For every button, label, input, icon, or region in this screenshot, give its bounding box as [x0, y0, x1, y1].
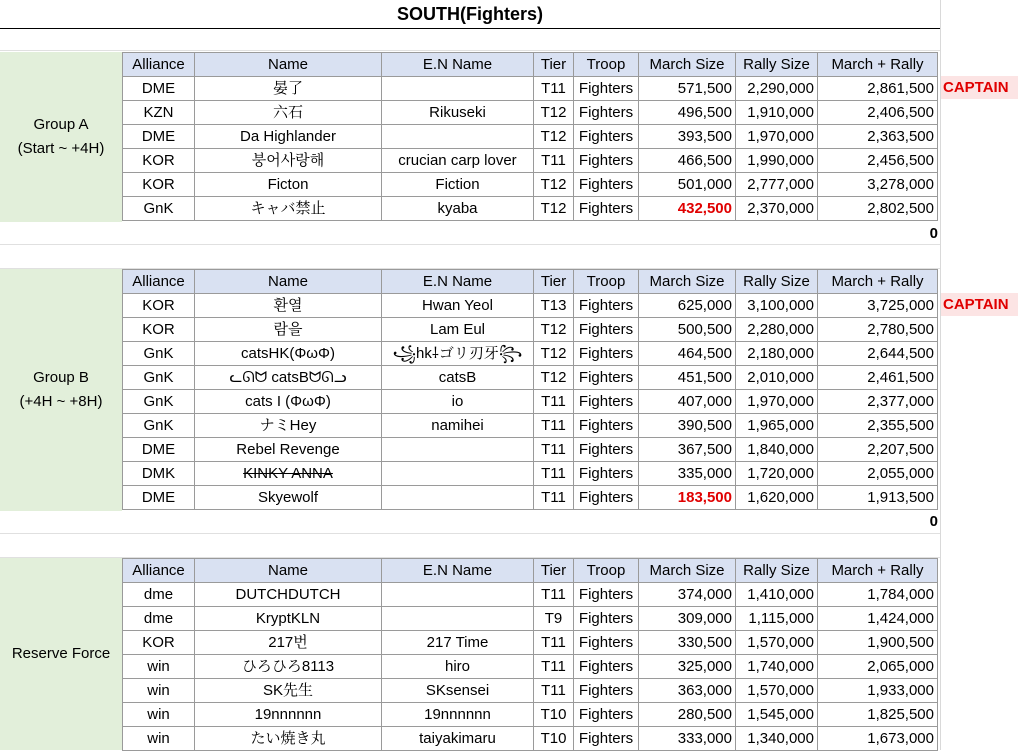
- cell-tier: T9: [534, 607, 574, 631]
- cell-rally-size: 3,100,000: [736, 294, 818, 318]
- column-header: March + Rally: [818, 53, 938, 77]
- table-row: [123, 486, 938, 510]
- group-a-total: 0: [929, 225, 938, 242]
- cell-tier: T11: [534, 149, 574, 173]
- cell-troop: Fighters: [574, 197, 639, 221]
- table-row: [123, 583, 938, 607]
- column-header: Troop: [574, 270, 639, 294]
- cell-rally-size: 2,010,000: [736, 366, 818, 390]
- cell-alliance: GnK: [123, 414, 195, 438]
- cell-en-name: [382, 607, 534, 631]
- cell-troop: Fighters: [574, 414, 639, 438]
- cell-name: catsHK(ΦωΦ): [195, 342, 382, 366]
- cell-en-name: SKsensei: [382, 679, 534, 703]
- cell-name: キャバ禁止: [195, 197, 382, 221]
- cell-rally-size: 1,990,000: [736, 149, 818, 173]
- column-header: Alliance: [123, 53, 195, 77]
- table-row: [123, 703, 938, 727]
- cell-rally-size: 1,620,000: [736, 486, 818, 510]
- cell-alliance: DME: [123, 486, 195, 510]
- cell-rally-size: 1,970,000: [736, 390, 818, 414]
- column-header: Troop: [574, 53, 639, 77]
- cell-march-rally: 2,355,500: [818, 414, 938, 438]
- cell-rally-size: 1,545,000: [736, 703, 818, 727]
- cell-march-size: 183,500: [639, 486, 736, 510]
- table-row: [123, 462, 938, 486]
- cell-rally-size: 2,180,000: [736, 342, 818, 366]
- divider: [0, 533, 940, 534]
- column-header: E.N Name: [382, 53, 534, 77]
- group-a-label: [0, 52, 122, 222]
- table-row: [123, 101, 938, 125]
- cell-march-size: 571,500: [639, 77, 736, 101]
- cell-march-rally: 2,065,000: [818, 655, 938, 679]
- cell-march-size: 496,500: [639, 101, 736, 125]
- cell-name: ᓚᘏᗢ catsBᗢᘏᓗ: [195, 366, 382, 390]
- column-header: Tier: [534, 559, 574, 583]
- group-b-table: [122, 269, 938, 510]
- table-row: [123, 631, 938, 655]
- table-row: [123, 390, 938, 414]
- cell-troop: Fighters: [574, 607, 639, 631]
- cell-name: Rebel Revenge: [195, 438, 382, 462]
- cell-name: Da Highlander: [195, 125, 382, 149]
- cell-rally-size: 2,290,000: [736, 77, 818, 101]
- cell-tier: T12: [534, 318, 574, 342]
- column-header: March + Rally: [818, 559, 938, 583]
- cell-troop: Fighters: [574, 390, 639, 414]
- cell-march-size: 451,500: [639, 366, 736, 390]
- group-a-time: (Start ~ +4H): [17, 140, 105, 157]
- cell-name: KryptKLN: [195, 607, 382, 631]
- cell-march-size: 325,000: [639, 655, 736, 679]
- cell-en-name: [382, 438, 534, 462]
- table-row: [123, 149, 938, 173]
- cell-rally-size: 1,740,000: [736, 655, 818, 679]
- cell-name: Skyewolf: [195, 486, 382, 510]
- cell-rally-size: 2,777,000: [736, 173, 818, 197]
- cell-march-rally: 2,461,500: [818, 366, 938, 390]
- cell-alliance: DME: [123, 77, 195, 101]
- cell-march-rally: 2,861,500: [818, 77, 938, 101]
- group-b-total: 0: [929, 513, 938, 530]
- cell-en-name: [382, 583, 534, 607]
- cell-march-size: 500,500: [639, 318, 736, 342]
- column-header: Name: [195, 270, 382, 294]
- table-row: [123, 77, 938, 101]
- cell-en-name: hiro: [382, 655, 534, 679]
- cell-en-name: taiyakimaru: [382, 727, 534, 751]
- header-row: [123, 270, 938, 294]
- cell-march-size: 407,000: [639, 390, 736, 414]
- cell-troop: Fighters: [574, 486, 639, 510]
- cell-march-size: 335,000: [639, 462, 736, 486]
- table-row: [123, 414, 938, 438]
- cell-alliance: win: [123, 727, 195, 751]
- column-header: March + Rally: [818, 270, 938, 294]
- sheet-title: SOUTH(Fighters): [0, 0, 940, 29]
- cell-troop: Fighters: [574, 294, 639, 318]
- cell-march-size: 390,500: [639, 414, 736, 438]
- cell-march-size: 625,000: [639, 294, 736, 318]
- cell-name: たい焼き丸: [195, 727, 382, 751]
- table-row: [123, 125, 938, 149]
- table-row: [123, 727, 938, 751]
- reserve-title: Reserve Force: [11, 645, 111, 662]
- cell-troop: Fighters: [574, 655, 639, 679]
- cell-march-rally: 2,456,500: [818, 149, 938, 173]
- cell-en-name: catsB: [382, 366, 534, 390]
- cell-alliance: dme: [123, 607, 195, 631]
- column-header: Rally Size: [736, 53, 818, 77]
- group-b-title: Group B: [33, 369, 89, 386]
- cell-alliance: GnK: [123, 366, 195, 390]
- cell-march-size: 501,000: [639, 173, 736, 197]
- cell-en-name: Lam Eul: [382, 318, 534, 342]
- cell-march-rally: 1,825,500: [818, 703, 938, 727]
- table-row: [123, 366, 938, 390]
- cell-rally-size: 1,570,000: [736, 679, 818, 703]
- cell-troop: Fighters: [574, 125, 639, 149]
- column-header: Name: [195, 53, 382, 77]
- cell-troop: Fighters: [574, 318, 639, 342]
- group-b-label: [0, 269, 122, 511]
- group-a-title: Group A: [33, 116, 89, 133]
- cell-alliance: GnK: [123, 390, 195, 414]
- cell-tier: T12: [534, 101, 574, 125]
- cell-tier: T11: [534, 486, 574, 510]
- cell-march-size: 367,500: [639, 438, 736, 462]
- cell-name: SK先生: [195, 679, 382, 703]
- cell-en-name: io: [382, 390, 534, 414]
- cell-troop: Fighters: [574, 462, 639, 486]
- cell-tier: T11: [534, 390, 574, 414]
- cell-alliance: GnK: [123, 197, 195, 221]
- cell-march-size: 309,000: [639, 607, 736, 631]
- cell-march-rally: 1,900,500: [818, 631, 938, 655]
- cell-alliance: win: [123, 655, 195, 679]
- cell-alliance: GnK: [123, 342, 195, 366]
- cell-name: DUTCHDUTCH: [195, 583, 382, 607]
- table-row: [123, 342, 938, 366]
- cell-alliance: KZN: [123, 101, 195, 125]
- table-row: [123, 197, 938, 221]
- cell-march-rally: 2,802,500: [818, 197, 938, 221]
- cell-troop: Fighters: [574, 366, 639, 390]
- cell-march-rally: 2,406,500: [818, 101, 938, 125]
- cell-troop: Fighters: [574, 342, 639, 366]
- cell-tier: T10: [534, 703, 574, 727]
- captain-badge: CAPTAIN: [941, 293, 1018, 316]
- cell-en-name: [382, 77, 534, 101]
- cell-name: ひろひろ8113: [195, 655, 382, 679]
- cell-tier: T12: [534, 173, 574, 197]
- cell-en-name: 217 Time: [382, 631, 534, 655]
- column-header: Rally Size: [736, 270, 818, 294]
- table-row: [123, 655, 938, 679]
- cell-march-rally: 2,363,500: [818, 125, 938, 149]
- cell-march-rally: 3,278,000: [818, 173, 938, 197]
- cell-rally-size: 1,965,000: [736, 414, 818, 438]
- cell-alliance: DMK: [123, 462, 195, 486]
- cell-name: Ficton: [195, 173, 382, 197]
- column-header: March Size: [639, 53, 736, 77]
- cell-name: ナミHey: [195, 414, 382, 438]
- cell-tier: T11: [534, 655, 574, 679]
- column-header: Alliance: [123, 270, 195, 294]
- cell-alliance: KOR: [123, 294, 195, 318]
- cell-march-rally: 3,725,000: [818, 294, 938, 318]
- cell-en-name: Hwan Yeol: [382, 294, 534, 318]
- cell-march-size: 432,500: [639, 197, 736, 221]
- column-header: March Size: [639, 270, 736, 294]
- cell-name: 람을: [195, 318, 382, 342]
- cell-march-rally: 2,644,500: [818, 342, 938, 366]
- cell-rally-size: 1,720,000: [736, 462, 818, 486]
- captain-badge: CAPTAIN: [941, 76, 1018, 99]
- cell-name: 붕어사랑해: [195, 149, 382, 173]
- reserve-table: [122, 558, 938, 751]
- cell-rally-size: 2,370,000: [736, 197, 818, 221]
- cell-march-rally: 2,207,500: [818, 438, 938, 462]
- cell-rally-size: 1,840,000: [736, 438, 818, 462]
- cell-en-name: namihei: [382, 414, 534, 438]
- group-b-time: (+4H ~ +8H): [19, 393, 103, 410]
- cell-march-rally: 2,377,000: [818, 390, 938, 414]
- cell-en-name: ꧁hk⸸ゴリ刃牙꧂: [382, 342, 534, 366]
- cell-troop: Fighters: [574, 77, 639, 101]
- cell-march-rally: 2,780,500: [818, 318, 938, 342]
- column-header: Tier: [534, 270, 574, 294]
- cell-tier: T11: [534, 631, 574, 655]
- cell-march-size: 466,500: [639, 149, 736, 173]
- cell-march-rally: 1,933,000: [818, 679, 938, 703]
- cell-name: 六石: [195, 101, 382, 125]
- cell-rally-size: 1,410,000: [736, 583, 818, 607]
- group-a-table: [122, 52, 938, 221]
- cell-troop: Fighters: [574, 438, 639, 462]
- column-header: Tier: [534, 53, 574, 77]
- cell-en-name: [382, 462, 534, 486]
- cell-alliance: DME: [123, 125, 195, 149]
- divider: [0, 50, 940, 51]
- cell-tier: T11: [534, 462, 574, 486]
- cell-rally-size: 1,115,000: [736, 607, 818, 631]
- cell-march-size: 280,500: [639, 703, 736, 727]
- cell-en-name: [382, 486, 534, 510]
- cell-alliance: win: [123, 703, 195, 727]
- column-header: Rally Size: [736, 559, 818, 583]
- cell-march-rally: 1,784,000: [818, 583, 938, 607]
- cell-troop: Fighters: [574, 173, 639, 197]
- right-column-grid: [940, 0, 1018, 750]
- cell-troop: Fighters: [574, 631, 639, 655]
- table-row: [123, 294, 938, 318]
- cell-alliance: KOR: [123, 173, 195, 197]
- table-row: [123, 607, 938, 631]
- cell-rally-size: 2,280,000: [736, 318, 818, 342]
- table-row: [123, 318, 938, 342]
- cell-march-size: 393,500: [639, 125, 736, 149]
- cell-tier: T10: [534, 727, 574, 751]
- cell-alliance: dme: [123, 583, 195, 607]
- cell-en-name: crucian carp lover: [382, 149, 534, 173]
- column-header: Troop: [574, 559, 639, 583]
- cell-tier: T11: [534, 77, 574, 101]
- cell-march-rally: 1,424,000: [818, 607, 938, 631]
- cell-name: 환열: [195, 294, 382, 318]
- cell-name: cats I (ΦωΦ): [195, 390, 382, 414]
- column-header: Name: [195, 559, 382, 583]
- table-row: [123, 679, 938, 703]
- cell-name: 217번: [195, 631, 382, 655]
- cell-march-size: 333,000: [639, 727, 736, 751]
- cell-troop: Fighters: [574, 679, 639, 703]
- cell-name: 19nnnnnn: [195, 703, 382, 727]
- cell-march-size: 374,000: [639, 583, 736, 607]
- cell-tier: T13: [534, 294, 574, 318]
- cell-march-rally: 1,913,500: [818, 486, 938, 510]
- cell-alliance: win: [123, 679, 195, 703]
- cell-march-size: 464,500: [639, 342, 736, 366]
- cell-alliance: KOR: [123, 318, 195, 342]
- column-header: E.N Name: [382, 559, 534, 583]
- cell-rally-size: 1,340,000: [736, 727, 818, 751]
- column-header: Alliance: [123, 559, 195, 583]
- cell-tier: T11: [534, 583, 574, 607]
- cell-alliance: KOR: [123, 149, 195, 173]
- cell-tier: T12: [534, 197, 574, 221]
- cell-troop: Fighters: [574, 727, 639, 751]
- cell-troop: Fighters: [574, 101, 639, 125]
- cell-march-rally: 1,673,000: [818, 727, 938, 751]
- cell-alliance: KOR: [123, 631, 195, 655]
- reserve-label: [0, 558, 122, 750]
- header-row: [123, 559, 938, 583]
- table-row: [123, 173, 938, 197]
- cell-tier: T11: [534, 679, 574, 703]
- cell-march-rally: 2,055,000: [818, 462, 938, 486]
- cell-name: 晏了: [195, 77, 382, 101]
- column-header: March Size: [639, 559, 736, 583]
- header-row: [123, 53, 938, 77]
- column-header: E.N Name: [382, 270, 534, 294]
- cell-tier: T12: [534, 366, 574, 390]
- divider: [0, 244, 940, 245]
- cell-name: KINKY ANNA: [195, 462, 382, 486]
- cell-rally-size: 1,970,000: [736, 125, 818, 149]
- cell-en-name: [382, 125, 534, 149]
- cell-troop: Fighters: [574, 703, 639, 727]
- cell-en-name: 19nnnnnn: [382, 703, 534, 727]
- cell-march-size: 330,500: [639, 631, 736, 655]
- cell-en-name: Fiction: [382, 173, 534, 197]
- cell-en-name: Rikuseki: [382, 101, 534, 125]
- cell-rally-size: 1,910,000: [736, 101, 818, 125]
- cell-tier: T11: [534, 414, 574, 438]
- table-row: [123, 438, 938, 462]
- cell-tier: T11: [534, 438, 574, 462]
- cell-rally-size: 1,570,000: [736, 631, 818, 655]
- cell-march-size: 363,000: [639, 679, 736, 703]
- cell-troop: Fighters: [574, 149, 639, 173]
- cell-alliance: DME: [123, 438, 195, 462]
- cell-tier: T12: [534, 125, 574, 149]
- cell-en-name: kyaba: [382, 197, 534, 221]
- cell-tier: T12: [534, 342, 574, 366]
- cell-troop: Fighters: [574, 583, 639, 607]
